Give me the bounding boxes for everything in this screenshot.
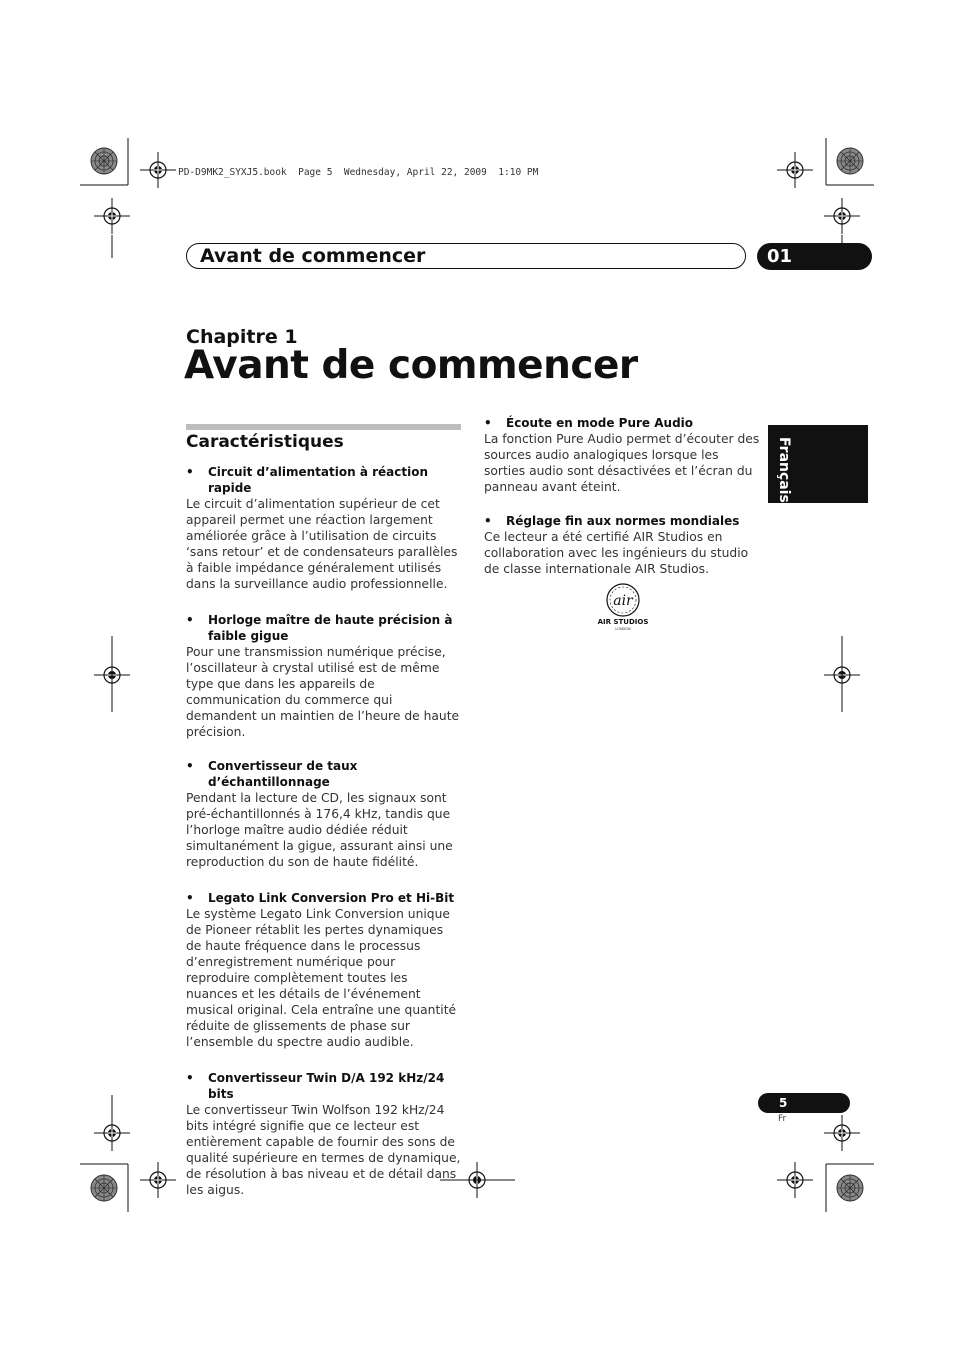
feature-item [484,513,760,577]
feature-body: Le convertisseur Twin Wolfson 192 kHz/24 bits intégré signifie que ce lecteur est entièrement capable de fournir des sons de qualité supérieure en termes de dynamique, de résolution à bas niveau et de détail dans les aigus. [186,1103,461,1197]
logo-mark-text: air [613,593,633,609]
logo-name: AIR STUDIOS [597,618,649,626]
features-left-column [186,464,462,1212]
logo-sub: LONDON [615,627,631,631]
book-file-info: PD-D9MK2_SYXJ5.book Page 5 Wednesday, April 22, 2009 1:10 PM [178,167,539,178]
feature-item [186,1070,462,1198]
page-number: 5 [758,1093,850,1113]
feature-body: Ce lecteur a été certifié AIR Studios en collaboration avec les ingénieurs du studio de classe internationale AIR Studios. [484,530,749,576]
feature-item [484,415,760,495]
feature-item [186,890,462,1050]
bullet: • [186,1071,194,1085]
feature-item [186,758,462,870]
header-title: Avant de commencer [200,245,426,267]
feature-heading: Écoute en mode Pure Audio [506,416,694,430]
section-rule [186,424,461,430]
feature-body: Le circuit d’alimentation supérieur de cet appareil permet une réaction largement améliorée grâce à l’utilisation de circuits ‘sans retour’ et de condensateurs parallèles à faible impédance généralement utilisés dans la surveillance audio professionnelle. [186,497,458,591]
language-tab [768,425,868,503]
chapter-label: Chapitre 1 [186,326,298,348]
feature-body: Pendant la lecture de CD, les signaux sont pré-échantillonnés à 176,4 kHz, tandis que l’horloge maître audio dédiée réduit simultanément la gigue, assurant ainsi une reproduction du son de haute fidélité. [186,791,453,869]
feature-item [186,464,462,592]
air-studios-logo [596,580,650,632]
feature-body: Le système Legato Link Conversion unique de Pioneer rétablit les pertes dynamiques de haute fréquence dans le processus d’enregistrement numérique pour reproduire complètement toutes les nuances et les détails de l’événement musical original. Cela entraîne une quantité réduite de glissements de phase sur l’ensemble du spectre audio audible. [186,907,457,1049]
feature-heading: Convertisseur Twin D/A 192 kHz/24 bits [208,1071,445,1101]
bullet: • [186,465,194,479]
feature-item [186,612,462,740]
chapter-number-badge: 01 [757,243,872,270]
page-language-code: Fr [778,1114,787,1124]
feature-heading: Legato Link Conversion Pro et Hi-Bit [208,891,455,905]
feature-heading: Réglage fin aux normes mondiales [506,514,740,528]
page-title: Avant de commencer [184,343,638,388]
feature-heading: Convertisseur de taux d’échantillonnage [208,759,358,789]
language-tab-label: Français [776,437,792,503]
bullet: • [484,514,492,528]
feature-heading: Circuit d’alimentation à réaction rapide [208,465,429,495]
bullet: • [484,416,492,430]
bullet: • [186,613,194,627]
air-studios-logo-mark [596,580,650,632]
feature-body: Pour une transmission numérique précise, l’oscillateur à crystal utilisé est de même type que dans les appareils de communication du commerce qui demandent un maintien de l’heure de haute précision. [186,645,460,739]
section-title: Caractéristiques [186,432,344,452]
bullet: • [186,891,194,905]
features-right-column [484,415,760,591]
bullet: • [186,759,194,773]
feature-heading: Horloge maître de haute précision à faible gigue [208,613,453,643]
feature-body: La fonction Pure Audio permet d’écouter des sources audio analogiques lorsque les sorties audio sont désactivées et l’écran du panneau avant éteint. [484,432,760,494]
